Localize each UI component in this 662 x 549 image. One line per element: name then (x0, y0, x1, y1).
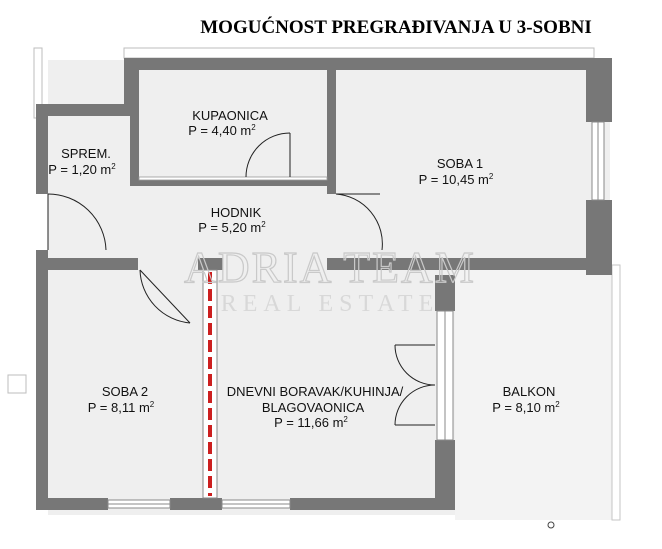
balcony-drain-mark (548, 522, 554, 528)
wall-bottom-left (36, 498, 108, 510)
bathroom-partition-strip (139, 177, 327, 180)
wall-bottom-middle (170, 498, 222, 510)
room-soba2-area: P = 8,11 $m^2$ (87, 400, 155, 415)
room-balkon-area: P = 8,10 $m^2$ (492, 400, 560, 415)
wall-storage-top (36, 104, 136, 116)
wall-right-upper (586, 58, 612, 122)
room-hodnik-area: P = 5,20 $m^2$ (198, 220, 266, 235)
room-kupaonica-name: KUPAONICA (192, 108, 268, 123)
room-dnevni-name-line2: BLAGOVAONICA (261, 400, 365, 415)
room-dnevni-area: P = 11,66 $m^2$ (274, 415, 348, 430)
room-soba1-name: SOBA 1 (436, 156, 484, 171)
wall-top (124, 58, 612, 70)
room-balkon-name: BALKON (502, 384, 556, 399)
room-soba2-name: SOBA 2 (101, 384, 149, 399)
wall-balcony-lower (435, 440, 455, 510)
room-sprem-area: P = 1,20 $m^2$ (48, 162, 116, 177)
wall-hall-soba2 (48, 258, 138, 270)
balcony-railing (612, 265, 620, 520)
watermark-line2: REAL ESTATE (220, 291, 440, 317)
watermark (184, 243, 476, 317)
wall-left-lower (36, 250, 48, 510)
room-kupaonica-area: P = 4,40 $m^2$ (188, 123, 256, 138)
wall-storage-bath (130, 70, 139, 178)
plan-title: MOGUĆNOST PREGRAĐIVANJA U 3-SOBNI (200, 17, 592, 38)
wall-bathroom-soba1 (327, 70, 336, 194)
room-soba1-area: P = 10,45 $m^2$ (418, 172, 494, 187)
proposed-partition (203, 270, 217, 498)
room-hodnik-name: HODNIK (210, 205, 262, 220)
room-sprem-name: SPREM. (61, 146, 111, 161)
external-stub (8, 375, 26, 393)
wall-bottom-right (290, 498, 455, 510)
wall-left-upper (36, 104, 48, 194)
watermark-line1: ADRIA TEAM (184, 243, 476, 292)
thin-partitions (139, 177, 327, 180)
external-wall-top (124, 48, 594, 58)
room-dnevni-name-line1: DNEVNI BORAVAK/KUHINJA/ (226, 384, 404, 399)
